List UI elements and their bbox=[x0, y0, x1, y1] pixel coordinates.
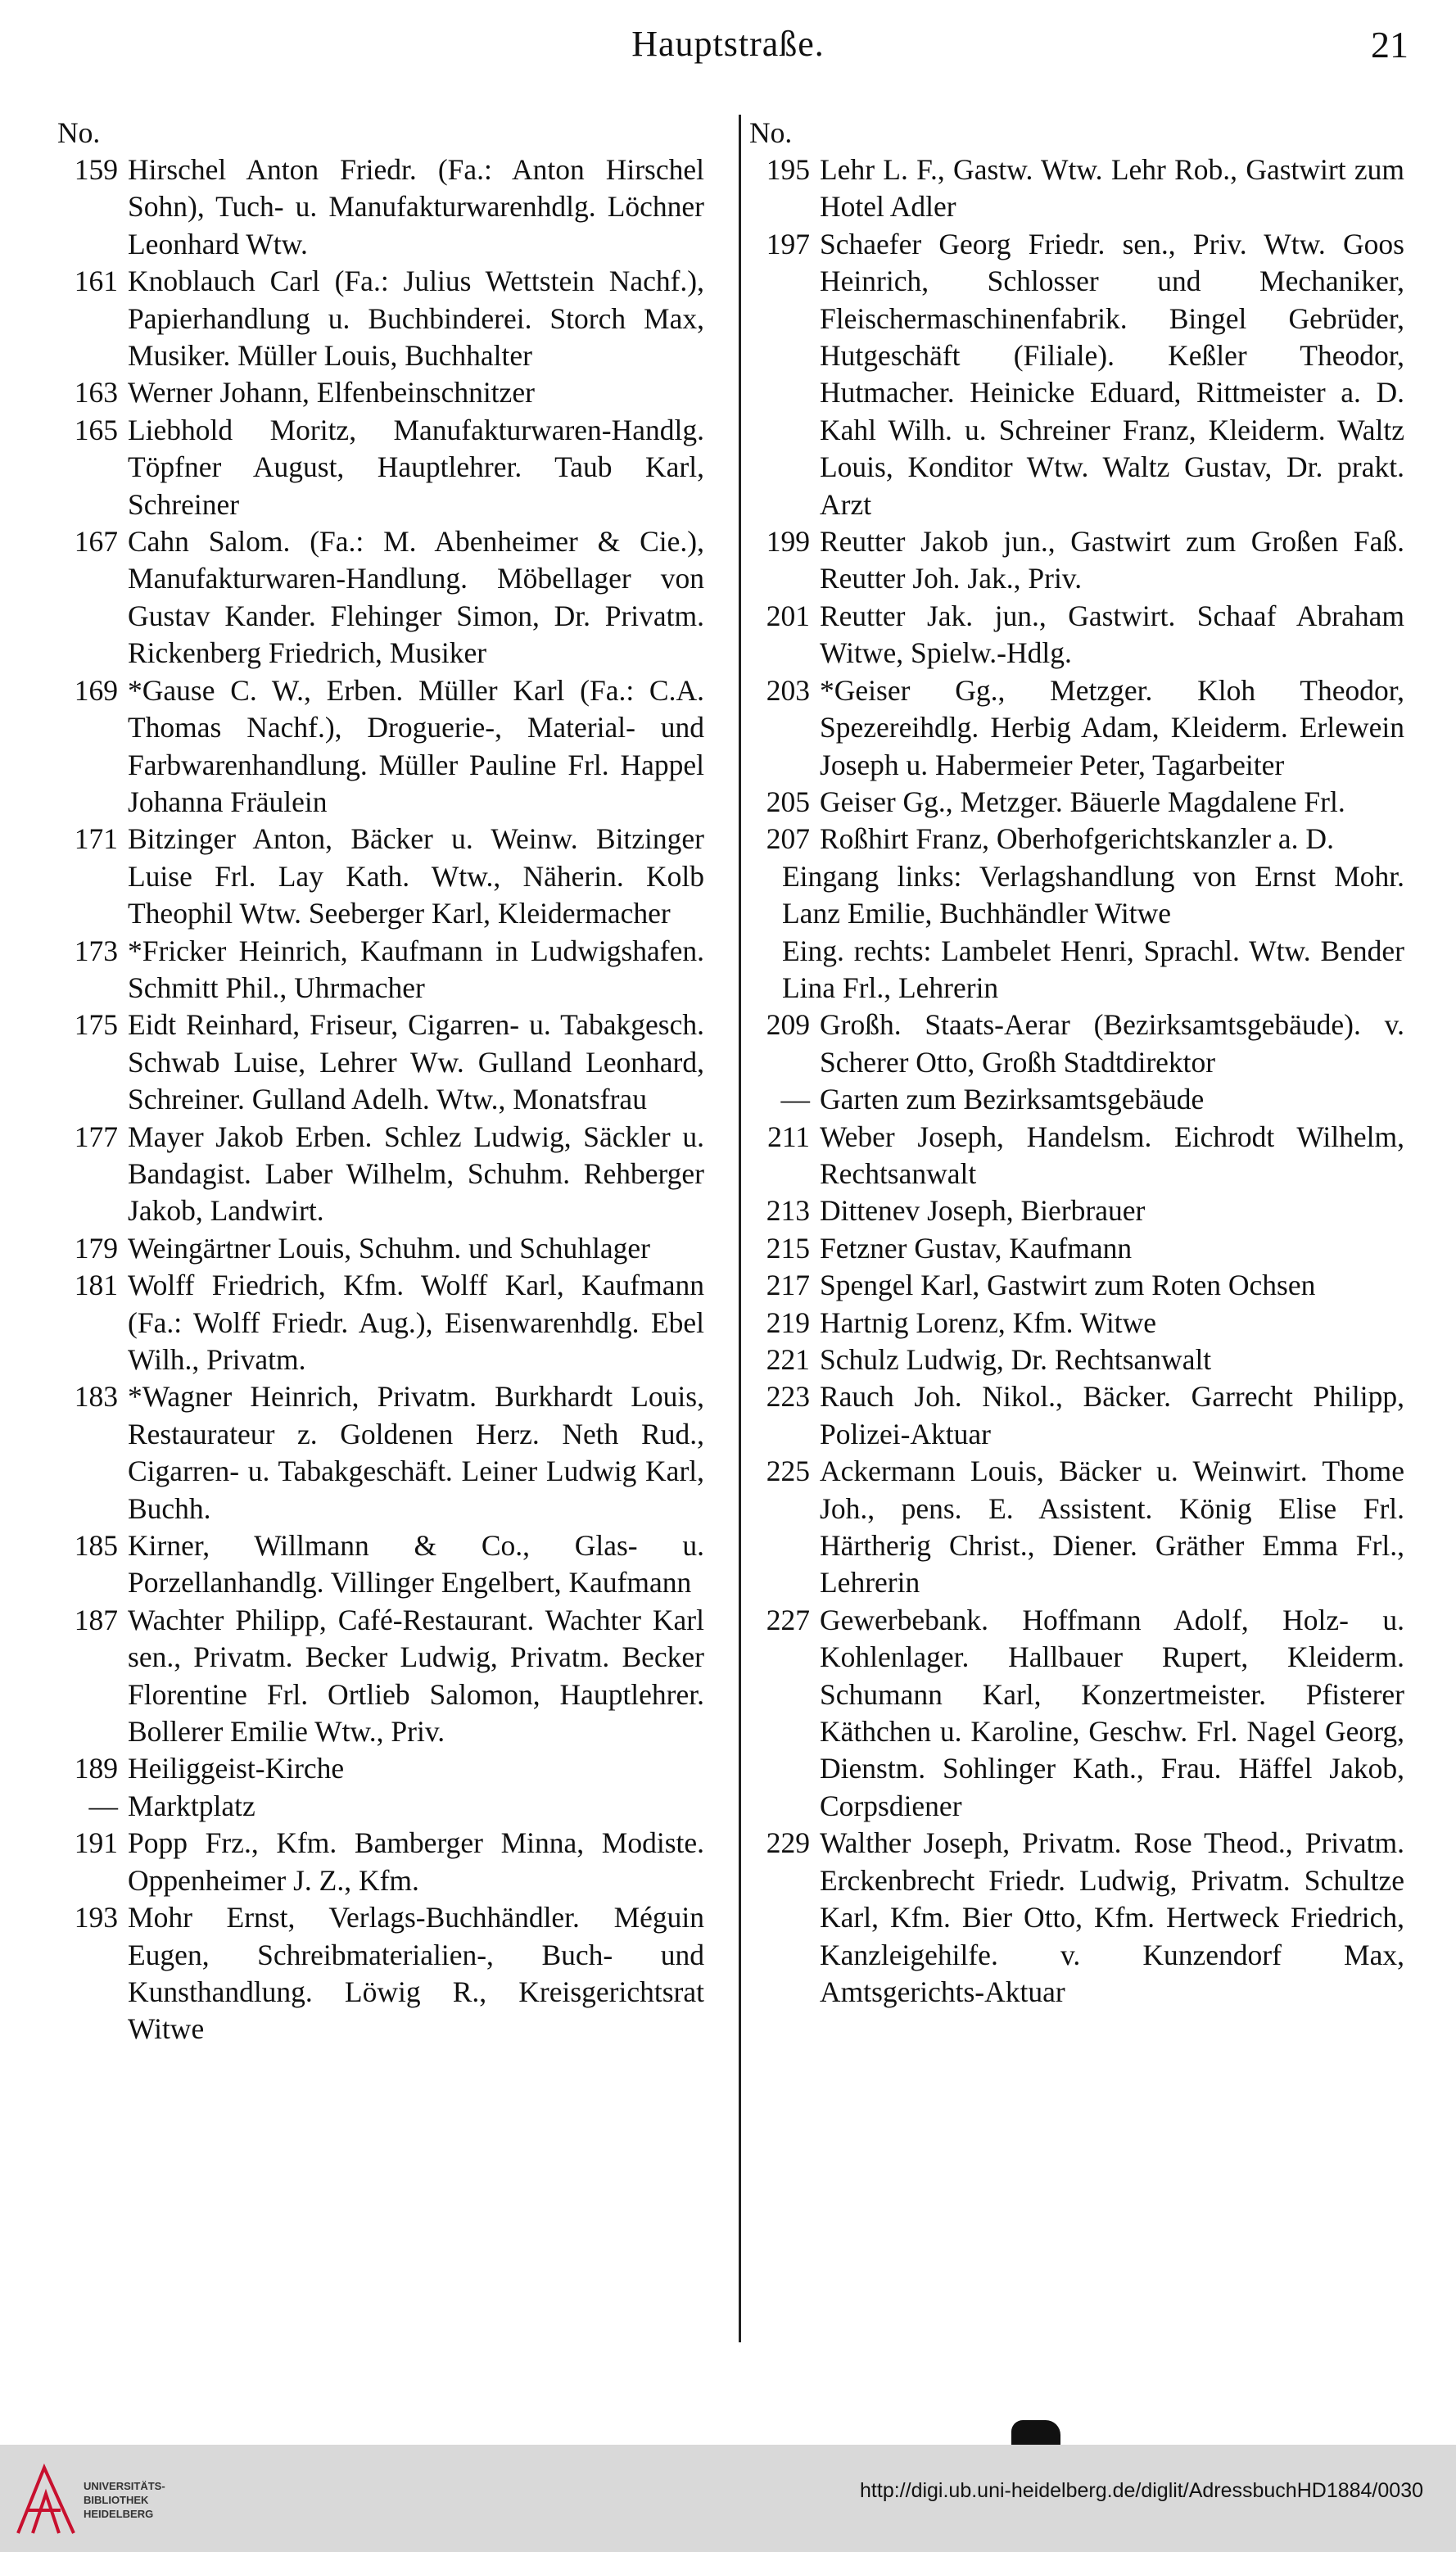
resident-listing: Eidt Reinhard, Friseur, Cigarren- u. Tabakgesch. Schwab Luise, Lehrer Ww. Gulland Leonhard, Schreiner. Gulland Adelh. Wtw., Monatsfrau bbox=[128, 1008, 704, 1116]
address-entry bbox=[749, 784, 1404, 821]
resident-listing: Großh. Staats-Aerar (Bezirksamtsgebäude). v. Scherer Otto, Großh Stadtdirektor bbox=[820, 1008, 1404, 1079]
resident-listing: Heiliggeist-Kirche bbox=[128, 1752, 345, 1785]
house-number: 171 bbox=[74, 822, 118, 856]
entrance-note: Eingang links: Verlagshandlung von Ernst Mohr. Lanz Emilie, Buchhändler Witwe bbox=[782, 859, 1404, 930]
left-entry-list bbox=[57, 152, 704, 2048]
resident-listing: Marktplatz bbox=[128, 1789, 255, 1822]
resident-listing: Geiser Gg., Metzger. Bäuerle Magdalene Frl. bbox=[820, 785, 1345, 818]
footer-bar bbox=[0, 2445, 1456, 2552]
house-number: 201 bbox=[766, 599, 810, 632]
house-number: — bbox=[780, 1083, 810, 1116]
resident-listing: Reutter Jakob jun., Gastwirt zum Großen Faß. Reutter Joh. Jak., Priv. bbox=[820, 525, 1404, 595]
address-entry bbox=[57, 1750, 704, 1787]
address-entry bbox=[57, 1267, 704, 1378]
house-number: 225 bbox=[766, 1455, 810, 1488]
house-number: 215 bbox=[766, 1231, 810, 1265]
address-entry bbox=[749, 152, 1404, 226]
house-number: 205 bbox=[766, 785, 810, 818]
address-entry bbox=[57, 1119, 704, 1230]
entrance-note: Eing. rechts: Lambelet Henri, Sprachl. Wtw. Bender Lina Frl., Lehrerin bbox=[782, 934, 1404, 1004]
resident-listing: Wachter Philipp, Café-Restaurant. Wachter Karl sen., Privatm. Becker Ludwig, Privatm. Becker Florentine Frl. Ortlieb Salomon, Hauptlehrer. Bollerer Emilie Wtw., Priv. bbox=[128, 1603, 704, 1749]
resident-listing: Reutter Jak. jun., Gastwirt. Schaaf Abraham Witwe, Spielw.-Hdlg. bbox=[820, 599, 1404, 670]
resident-listing: Wolff Friedrich, Kfm. Wolff Karl, Kaufmann (Fa.: Wolff Friedr. Aug.), Eisenwarenhdlg. Ebel Wilh., Privatm. bbox=[128, 1269, 704, 1376]
address-entry bbox=[57, 412, 704, 523]
address-entry bbox=[57, 672, 704, 821]
house-number: 199 bbox=[766, 525, 810, 559]
address-entry bbox=[749, 1602, 1404, 1825]
column-heading: No. bbox=[749, 116, 793, 149]
resident-listing: Schulz Ludwig, Dr. Rechtsanwalt bbox=[820, 1343, 1212, 1376]
house-number: 221 bbox=[766, 1343, 810, 1376]
resident-listing: Schaefer Georg Friedr. sen., Priv. Wtw. Goos Heinrich, Schlosser und Mechaniker, Fleischermaschinenfabrik. Bingel Gebrüder, Hutgeschäft (Filiale). Keßler Theodor, Hutmacher. Heinicke Eduard, Rittmeister a. D. Kahl Wilh. u. Schreiner Franz, Kleiderm. Waltz Louis, Konditor Wtw. Waltz Gustav, Dr. prakt. Arzt bbox=[820, 227, 1404, 521]
resident-listing: *Wagner Heinrich, Privatm. Burkhardt Louis, Restaurateur z. Goldenen Herz. Neth Rud., Cigarren- u. Tabakgeschäft. Leiner Ludwig Karl, Buchh. bbox=[128, 1380, 704, 1525]
page-header bbox=[0, 23, 1456, 72]
house-number: 161 bbox=[74, 265, 118, 298]
column-divider bbox=[739, 115, 741, 2342]
resident-listing: Gewerbebank. Hoffmann Adolf, Holz- u. Kohlenlager. Hallbauer Rupert, Kleiderm. Schumann Karl, Konzertmeister. Pfisterer Käthchen u. Karoline, Geschw. Frl. Nagel Georg, Dienstm. Sohlinger Kath., Frau. Häffel Jakob, Corpsdiener bbox=[820, 1603, 1404, 1822]
resident-listing: Liebhold Moritz, Manufakturwaren-Handlg. Töpfner August, Hauptlehrer. Taub Karl, Schreiner bbox=[128, 413, 704, 521]
house-number: 203 bbox=[766, 673, 810, 707]
resident-listing: Roßhirt Franz, Oberhofgerichtskanzler a. D. bbox=[820, 822, 1334, 856]
address-entry bbox=[57, 1378, 704, 1527]
address-entry bbox=[749, 1342, 1404, 1378]
address-entry bbox=[749, 672, 1404, 784]
resident-listing: Lehr L. F., Gastw. Wtw. Lehr Rob., Gastwirt zum Hotel Adler bbox=[820, 153, 1404, 224]
address-entry bbox=[749, 1378, 1404, 1453]
library-name-line: UNIVERSITÄTS- bbox=[84, 2480, 165, 2492]
address-entry bbox=[57, 1788, 704, 1825]
resident-listing: Popp Frz., Kfm. Bamberger Minna, Modiste. Oppenheimer J. Z., Kfm. bbox=[128, 1826, 704, 1897]
resident-listing: Spengel Karl, Gastwirt zum Roten Ochsen bbox=[820, 1269, 1316, 1302]
house-number: 169 bbox=[74, 673, 118, 707]
resident-listing: Weingärtner Louis, Schuhm. und Schuhlager bbox=[128, 1231, 650, 1265]
house-number: 219 bbox=[766, 1305, 810, 1339]
address-entry bbox=[749, 821, 1404, 857]
library-seal-icon bbox=[11, 2461, 80, 2540]
address-entry bbox=[57, 523, 704, 672]
house-number: 173 bbox=[74, 934, 118, 967]
right-entry-list bbox=[749, 152, 1404, 2011]
resident-listing: Mayer Jakob Erben. Schlez Ludwig, Säckler u. Bandagist. Laber Wilhelm, Schuhm. Rehberger Jakob, Landwirt. bbox=[128, 1120, 704, 1228]
house-number: 179 bbox=[74, 1231, 118, 1265]
address-entry bbox=[57, 374, 704, 411]
resident-listing: Cahn Salom. (Fa.: M. Abenheimer & Cie.), Manufakturwaren-Handlung. Möbellager von Gustav Kander. Flehinger Simon, Dr. Privatm. Rickenberg Friedrich, Musiker bbox=[128, 525, 704, 670]
address-entry bbox=[57, 1899, 704, 2048]
resident-listing: Bitzinger Anton, Bäcker u. Weinw. Bitzinger Luise Frl. Lay Kath. Wtw., Näherin. Kolb Theophil Wtw. Seeberger Karl, Kleidermacher bbox=[128, 822, 704, 930]
address-entry bbox=[749, 1453, 1404, 1602]
house-number: 163 bbox=[74, 376, 118, 409]
house-number: 175 bbox=[74, 1008, 118, 1042]
address-entry bbox=[57, 263, 704, 374]
house-number: 227 bbox=[766, 1603, 810, 1636]
library-name bbox=[84, 2479, 165, 2521]
address-entry bbox=[749, 598, 1404, 672]
house-number: 229 bbox=[766, 1826, 810, 1860]
house-number: 177 bbox=[74, 1120, 118, 1153]
address-entry bbox=[57, 1527, 704, 1602]
resident-listing: *Geiser Gg., Metzger. Kloh Theodor, Spezereihdlg. Herbig Adam, Kleiderm. Erlewein Joseph u. Habermeier Peter, Tagarbeiter bbox=[820, 673, 1404, 781]
house-number: 209 bbox=[766, 1008, 810, 1042]
resident-listing: Rauch Joh. Nikol., Bäcker. Garrecht Philipp, Polizei-Aktuar bbox=[820, 1380, 1404, 1450]
house-number: 185 bbox=[74, 1529, 118, 1563]
page-number: 21 bbox=[1371, 24, 1409, 66]
resident-listing: *Gause C. W., Erben. Müller Karl (Fa.: C.A. Thomas Nachf.), Droguerie-, Material- und Farbwarenhandlung. Müller Pauline Frl. Happel Johanna Fräulein bbox=[128, 673, 704, 818]
house-number: 181 bbox=[74, 1269, 118, 1302]
address-entry bbox=[749, 1267, 1404, 1304]
address-entry bbox=[749, 1825, 1404, 2011]
house-number: 195 bbox=[766, 153, 810, 186]
house-number: 223 bbox=[766, 1380, 810, 1414]
right-column bbox=[749, 115, 1404, 2359]
library-logo[interactable] bbox=[11, 2461, 208, 2540]
address-entry bbox=[749, 1081, 1404, 1118]
resident-listing: Weber Joseph, Handelsm. Eichrodt Wilhelm, Rechtsanwalt bbox=[820, 1120, 1404, 1190]
address-entry bbox=[749, 1007, 1404, 1081]
resident-listing: Knoblauch Carl (Fa.: Julius Wettstein Nachf.), Papierhandlung u. Buchbinderei. Storch Max, Musiker. Müller Louis, Buchhalter bbox=[128, 265, 704, 373]
house-number: 189 bbox=[74, 1752, 118, 1785]
address-entry bbox=[749, 1230, 1404, 1267]
house-number: — bbox=[88, 1789, 118, 1822]
address-entry bbox=[749, 1192, 1404, 1229]
resident-listing: Ackermann Louis, Bäcker u. Weinwirt. Thome Joh., pens. E. Assistent. König Elise Frl. Härtherig Christ., Diener. Gräther Emma Frl., Lehrerin bbox=[820, 1455, 1404, 1600]
library-name-line: HEIDELBERG bbox=[84, 2508, 154, 2520]
source-url-link[interactable]: http://digi.ub.uni-heidelberg.de/diglit/AdressbuchHD1884/0030 bbox=[860, 2479, 1423, 2502]
address-entry bbox=[57, 1007, 704, 1118]
address-entry bbox=[749, 226, 1404, 523]
house-number: 211 bbox=[767, 1120, 810, 1153]
house-number: 165 bbox=[74, 413, 118, 446]
house-number: 213 bbox=[766, 1194, 810, 1228]
resident-listing: Werner Johann, Elfenbeinschnitzer bbox=[128, 376, 535, 409]
resident-listing: Walther Joseph, Privatm. Rose Theod., Privatm. Erckenbrecht Friedr. Ludwig, Privatm. Schultze Karl, Kfm. Bier Otto, Kfm. Hertweck Friedrich, Kanzleigehilfe. v. Kunzendorf Max, Amtsgerichts-Aktuar bbox=[820, 1826, 1404, 2008]
house-number: 187 bbox=[74, 1603, 118, 1636]
house-number: 197 bbox=[766, 227, 810, 260]
address-entry bbox=[57, 1230, 704, 1267]
address-entry bbox=[57, 821, 704, 932]
address-entry bbox=[749, 1305, 1404, 1342]
house-number: 191 bbox=[74, 1826, 118, 1860]
resident-listing: Hartnig Lorenz, Kfm. Witwe bbox=[820, 1305, 1156, 1339]
address-entry bbox=[57, 152, 704, 263]
resident-listing: Garten zum Bezirksamtsgebäude bbox=[820, 1083, 1205, 1116]
house-number: 159 bbox=[74, 153, 118, 186]
house-number: 183 bbox=[74, 1380, 118, 1414]
address-entry bbox=[57, 1602, 704, 1751]
address-entry bbox=[57, 933, 704, 1007]
house-number: 167 bbox=[74, 525, 118, 559]
running-title: Hauptstraße. bbox=[631, 24, 825, 64]
resident-listing: Mohr Ernst, Verlags-Buchhändler. Méguin Eugen, Schreibmaterialien-, Buch- und Kunsthandlung. Löwig R., Kreisgerichtsrat Witwe bbox=[128, 1901, 704, 2046]
column-heading: No. bbox=[57, 116, 101, 149]
house-number: 193 bbox=[74, 1901, 118, 1934]
house-number: 217 bbox=[766, 1269, 810, 1302]
resident-listing: Hirschel Anton Friedr. (Fa.: Anton Hirschel Sohn), Tuch- u. Manufakturwarenhdlg. Löchner Leonhard Wtw. bbox=[128, 153, 704, 260]
address-entry bbox=[749, 523, 1404, 598]
resident-listing: Dittenev Joseph, Bierbrauer bbox=[820, 1194, 1146, 1228]
left-column bbox=[57, 115, 704, 2359]
resident-listing: Fetzner Gustav, Kaufmann bbox=[820, 1231, 1133, 1265]
address-entry bbox=[57, 1825, 704, 1899]
library-name-line: BIBLIOTHEK bbox=[84, 2494, 149, 2506]
resident-listing: Kirner, Willmann & Co., Glas- u. Porzellanhandlg. Villinger Engelbert, Kaufmann bbox=[128, 1529, 704, 1600]
address-entry bbox=[749, 1119, 1404, 1193]
house-number: 207 bbox=[766, 822, 810, 856]
resident-listing: *Fricker Heinrich, Kaufmann in Ludwigshafen. Schmitt Phil., Uhrmacher bbox=[128, 934, 704, 1004]
